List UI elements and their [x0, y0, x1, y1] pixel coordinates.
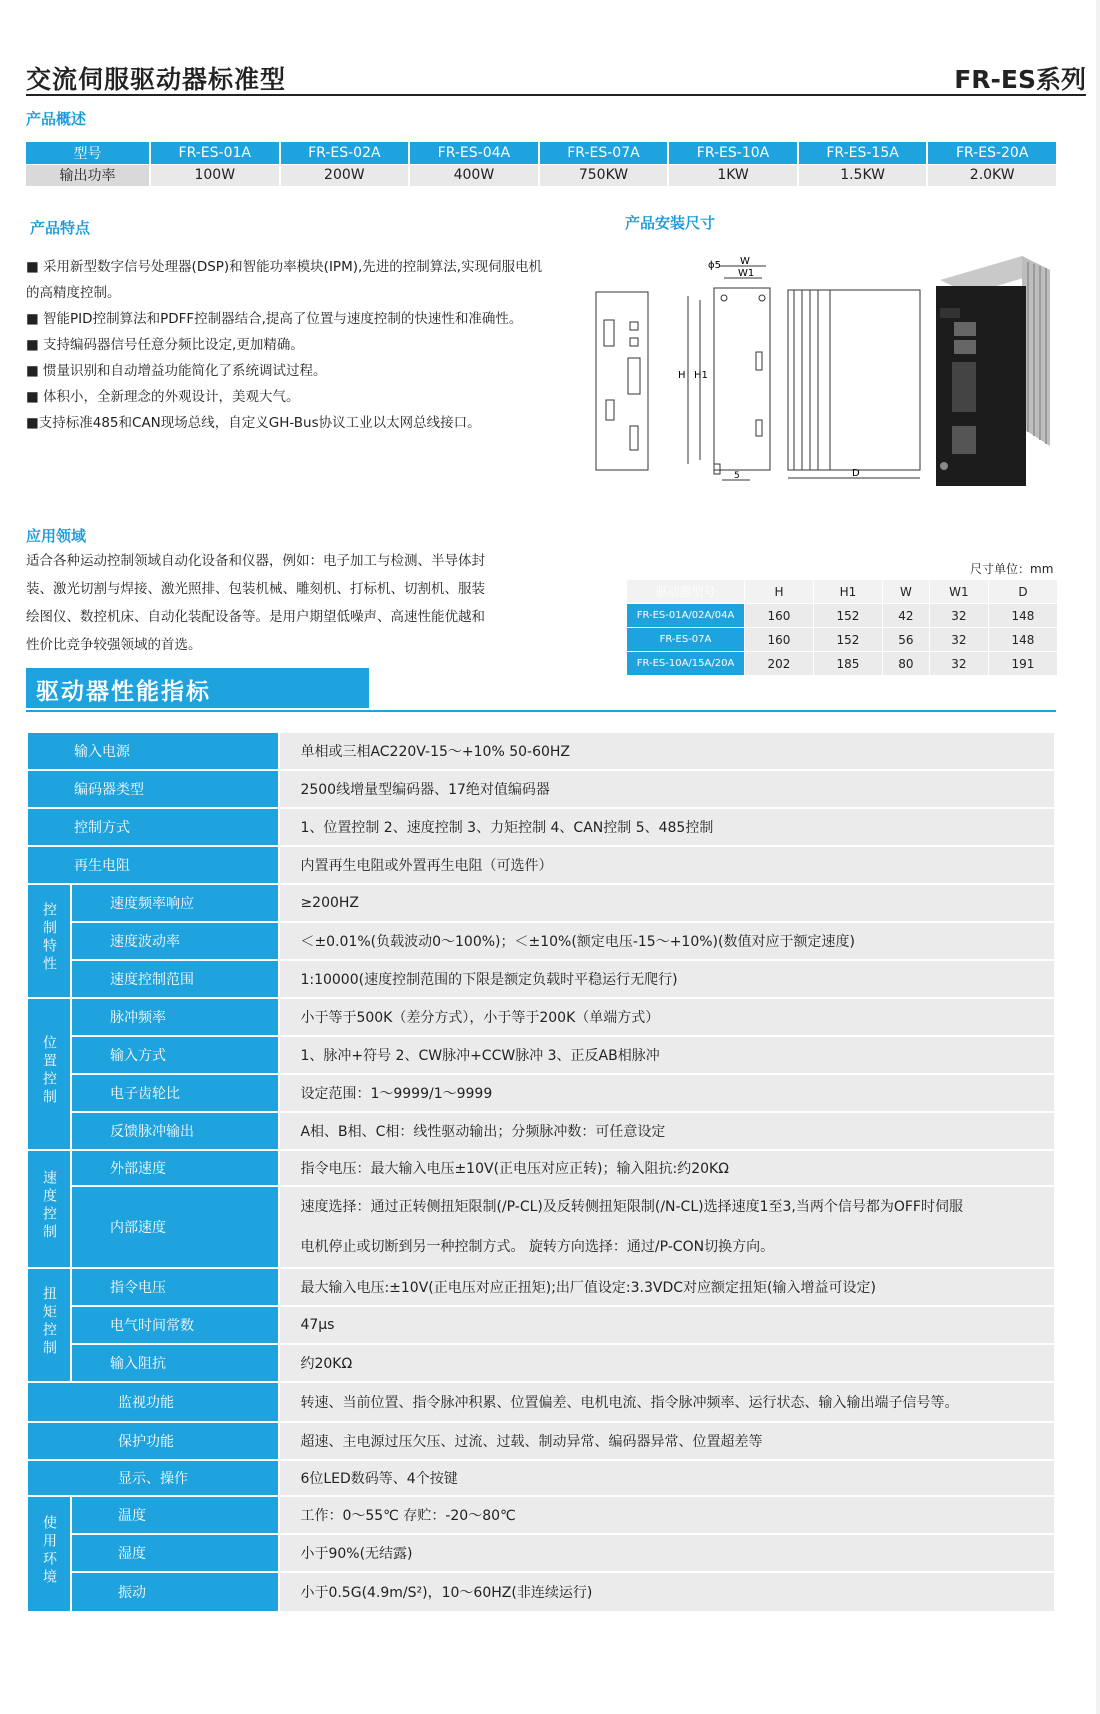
feature-item: ■ 采用新型数字信号处理器(DSP)和智能功率模块(IPM),先进的控制算法,实现伺服电机: [26, 259, 543, 275]
model-label: 型号: [26, 142, 150, 164]
install-heading: 产品安装尺寸: [625, 214, 716, 232]
dimension-cell: 56: [882, 628, 929, 652]
spec-value: 2500线增量型编码器、17绝对值编码器: [279, 770, 1055, 808]
group-environment: [27, 1496, 71, 1612]
spec-value: 超速、主电源过压欠压、过流、过载、制动异常、编码器异常、位置超差等: [279, 1422, 1055, 1460]
dimension-unit: 尺寸单位：mm: [970, 562, 1054, 576]
group-label: 位置控制: [41, 1035, 57, 1107]
spec-value: 最大输入电压:±10V(正电压对应正扭矩);出厂值设定:3.3VDC对应额定扭矩(输入增益可设定): [279, 1268, 1055, 1306]
install-dimension-drawing: [590, 250, 930, 485]
h-label: H: [678, 370, 686, 381]
spec-row: [27, 846, 1055, 884]
dimension-cell: 160: [745, 628, 814, 652]
model-cell: FR-ES-20A: [927, 142, 1057, 164]
spec-value: ＜±0.01%(负载波动0～100%)；＜±10%(额定电压-15～+10%)(数值对应于额定速度): [279, 922, 1055, 960]
spec-table: [26, 731, 1056, 1613]
phi-label: ϕ5: [708, 260, 721, 271]
dimension-table: [626, 579, 1058, 676]
spec-value: 小于0.5G(4.9m/S²)，10～60HZ(非连续运行): [279, 1572, 1055, 1612]
series-name: FR-ES系列: [954, 65, 1086, 94]
five-label: 5: [734, 471, 740, 481]
spec-value: 6位LED数码等、4个按键: [279, 1460, 1055, 1496]
dimension-cell: 152: [813, 604, 882, 628]
spec-value: 单相或三相AC220V-15～+10% 50-60HZ: [279, 732, 1055, 770]
spec-row: [27, 1422, 1055, 1460]
feature-item: ■支持标准485和CAN现场总线，自定义GH-Bus协议工业以太网总线接口。: [26, 415, 481, 431]
application-text: [26, 547, 546, 659]
spec-row: [27, 1572, 1055, 1612]
group-position: [27, 998, 71, 1150]
spec-row: [27, 922, 1055, 960]
spec-label: 振动: [71, 1572, 279, 1612]
power-cell: 100W: [150, 164, 280, 186]
power-cell: 1KW: [668, 164, 798, 186]
spec-row: [27, 1496, 1055, 1534]
spec-row: [27, 998, 1055, 1036]
application-heading: 应用领域: [26, 527, 87, 545]
spec-label: 监视功能: [27, 1382, 279, 1422]
model-cell: FR-ES-02A: [280, 142, 410, 164]
power-cell: 400W: [409, 164, 539, 186]
spec-value: 1、脉冲+符号 2、CW脉冲+CCW脉冲 3、正反AB相脉冲: [279, 1036, 1055, 1074]
spec-label: 脉冲频率: [71, 998, 279, 1036]
features-heading: 产品特点: [30, 219, 91, 237]
spec-value-multiline: [279, 1186, 1055, 1268]
spec-label: 编码器类型: [27, 770, 279, 808]
dimension-cell: 32: [929, 652, 988, 676]
spec-label: 保护功能: [27, 1422, 279, 1460]
spec-value: 设定范围：1～9999/1～9999: [279, 1074, 1055, 1112]
dimension-row: [627, 604, 1058, 628]
spec-row: [27, 1150, 1055, 1186]
spec-row: [27, 960, 1055, 998]
model-cell: FR-ES-07A: [539, 142, 669, 164]
group-label: 速度控制: [41, 1170, 57, 1242]
spec-row: [27, 1344, 1055, 1382]
spec-label: 湿度: [71, 1534, 279, 1572]
spec-row: [27, 1186, 1055, 1268]
spec-value-line: 速度选择：通过正转侧扭矩限制(/P-CL)及反转侧扭矩限制(/N-CL)选择速度1至3,当两个信号都为OFF时伺服: [300, 1199, 963, 1215]
dimension-model: FR-ES-01A/02A/04A: [627, 604, 745, 628]
spec-row: [27, 1074, 1055, 1112]
spec-value: 内置再生电阻或外置再生电阻（可选件）: [279, 846, 1055, 884]
spec-label: 外部速度: [71, 1150, 279, 1186]
spec-value: 1:10000(速度控制范围的下限是额定负载时平稳运行无爬行): [279, 960, 1055, 998]
model-cell: FR-ES-10A: [668, 142, 798, 164]
spec-banner-line: [26, 710, 1056, 712]
spec-row: [27, 1534, 1055, 1572]
dimension-model: FR-ES-10A/15A/20A: [627, 652, 745, 676]
group-control: [27, 884, 71, 998]
spec-label: 温度: [71, 1496, 279, 1534]
dimension-cell: 202: [745, 652, 814, 676]
overview-heading: 产品概述: [26, 110, 87, 128]
power-cell: 2.0KW: [927, 164, 1057, 186]
dimension-header: H: [745, 580, 814, 604]
application-line: 绘图仪、数控机床、自动化装配设备等。是用户期望低噪声、高速性能优越和: [26, 609, 485, 625]
page-edge: [1096, 0, 1100, 1714]
spec-value-line: 电机停止或切断到另一种控制方式。 旋转方向选择：通过/P-CON切换方向。: [300, 1239, 775, 1255]
spec-value: 1、位置控制 2、速度控制 3、力矩控制 4、CAN控制 5、485控制: [279, 808, 1055, 846]
model-cell: FR-ES-15A: [798, 142, 928, 164]
spec-row: [27, 1306, 1055, 1344]
spec-label: 显示、操作: [27, 1460, 279, 1496]
w-label: W: [740, 256, 750, 267]
spec-row: [27, 1036, 1055, 1074]
dimension-row: [627, 652, 1058, 676]
spec-value: 指令电压：最大输入电压±10V(正电压对应正转)；输入阻抗:约20KΩ: [279, 1150, 1055, 1186]
dimension-cell: 148: [988, 604, 1057, 628]
dimension-header-row: [627, 580, 1058, 604]
spec-row: [27, 732, 1055, 770]
dimension-header: 驱动器型号: [627, 580, 745, 604]
dimension-cell: 32: [929, 628, 988, 652]
spec-banner: [26, 668, 369, 708]
group-label: 使用环境: [41, 1515, 57, 1587]
feature-item: ■ 支持编码器信号任意分频比设定,更加精确。: [26, 337, 304, 353]
power-cell: 750KW: [539, 164, 669, 186]
power-cell: 200W: [280, 164, 410, 186]
dimension-cell: 191: [988, 652, 1057, 676]
dimension-header: W: [882, 580, 929, 604]
dimension-header: W1: [929, 580, 988, 604]
feature-item: ■ 惯量识别和自动增益功能简化了系统调试过程。: [26, 363, 327, 379]
application-line: 适合各种运动控制领域自动化设备和仪器，例如：电子加工与检测、半导体封: [26, 553, 485, 569]
group-label: 扭矩控制: [41, 1286, 57, 1358]
model-cell: FR-ES-04A: [409, 142, 539, 164]
spec-label: 速度波动率: [71, 922, 279, 960]
application-line: 性价比竞争较强领域的首选。: [26, 637, 202, 653]
spec-label: 电子齿轮比: [71, 1074, 279, 1112]
spec-label: 再生电阻: [27, 846, 279, 884]
spec-label: 指令电压: [71, 1268, 279, 1306]
model-cell: FR-ES-01A: [150, 142, 280, 164]
feature-item: ■ 体积小，全新理念的外观设计，美观大气。: [26, 389, 300, 405]
w1-label: W1: [738, 268, 755, 279]
dimension-model: FR-ES-07A: [627, 628, 745, 652]
model-row: [26, 142, 1057, 164]
dimension-cell: 42: [882, 604, 929, 628]
spec-value: 工作：0～55℃ 存贮：-20～80℃: [279, 1496, 1055, 1534]
feature-item: ■ 智能PID控制算法和PDFF控制器结合,提高了位置与速度控制的快速性和准确性。: [26, 311, 523, 327]
dimension-header: H1: [813, 580, 882, 604]
feature-item: 的高精度控制。: [26, 285, 121, 301]
dimension-cell: 80: [882, 652, 929, 676]
d-label: D: [852, 468, 860, 479]
spec-banner-title: 驱动器性能指标: [36, 679, 211, 705]
spec-row: [27, 1112, 1055, 1150]
spec-value: 约20KΩ: [279, 1344, 1055, 1382]
page-header: [26, 60, 1086, 96]
features-list: [26, 254, 606, 436]
mount-view: [714, 288, 770, 470]
dimension-cell: 160: [745, 604, 814, 628]
group-label: 控制特性: [41, 902, 57, 974]
power-row: [26, 164, 1057, 186]
spec-value: 转速、当前位置、指令脉冲积累、位置偏差、电机电流、指令脉冲频率、运行状态、输入输出端子信号等。: [279, 1382, 1055, 1422]
spec-row: [27, 808, 1055, 846]
application-line: 装、激光切割与焊接、激光照排、包装机械、雕刻机、打标机、切割机、服装: [26, 581, 485, 597]
spec-row: [27, 1268, 1055, 1306]
power-cell: 1.5KW: [798, 164, 928, 186]
spec-value: 小于等于500K（差分方式），小于等于200K（单端方式）: [279, 998, 1055, 1036]
spec-label: 速度控制范围: [71, 960, 279, 998]
spec-row: [27, 1460, 1055, 1496]
dimension-row: [627, 628, 1058, 652]
drive-photo: [930, 250, 1060, 495]
group-torque: [27, 1268, 71, 1382]
spec-label: 电气时间常数: [71, 1306, 279, 1344]
side-view: [788, 290, 920, 470]
group-speed: [27, 1150, 71, 1268]
power-label: 输出功率: [26, 164, 150, 186]
spec-label: 控制方式: [27, 808, 279, 846]
spec-label: 输入电源: [27, 732, 279, 770]
spec-value: ≥200HZ: [279, 884, 1055, 922]
page-title: 交流伺服驱动器标准型: [26, 65, 287, 94]
spec-label: 输入阻抗: [71, 1344, 279, 1382]
spec-label: 输入方式: [71, 1036, 279, 1074]
h1-label: H1: [694, 370, 708, 381]
spec-row: [27, 1382, 1055, 1422]
dimension-cell: 148: [988, 628, 1057, 652]
spec-label: 反馈脉冲输出: [71, 1112, 279, 1150]
spec-label: 内部速度: [71, 1186, 279, 1268]
spec-value: 小于90%(无结露): [279, 1534, 1055, 1572]
overview-table: [26, 142, 1058, 186]
spec-value: 47μs: [279, 1306, 1055, 1344]
dimension-cell: 152: [813, 628, 882, 652]
spec-row: [27, 884, 1055, 922]
spec-row: [27, 770, 1055, 808]
spec-value: A相、B相、C相：线性驱动输出；分频脉冲数：可任意设定: [279, 1112, 1055, 1150]
dimension-cell: 32: [929, 604, 988, 628]
dimension-header: D: [988, 580, 1057, 604]
spec-label: 速度频率响应: [71, 884, 279, 922]
dimension-cell: 185: [813, 652, 882, 676]
